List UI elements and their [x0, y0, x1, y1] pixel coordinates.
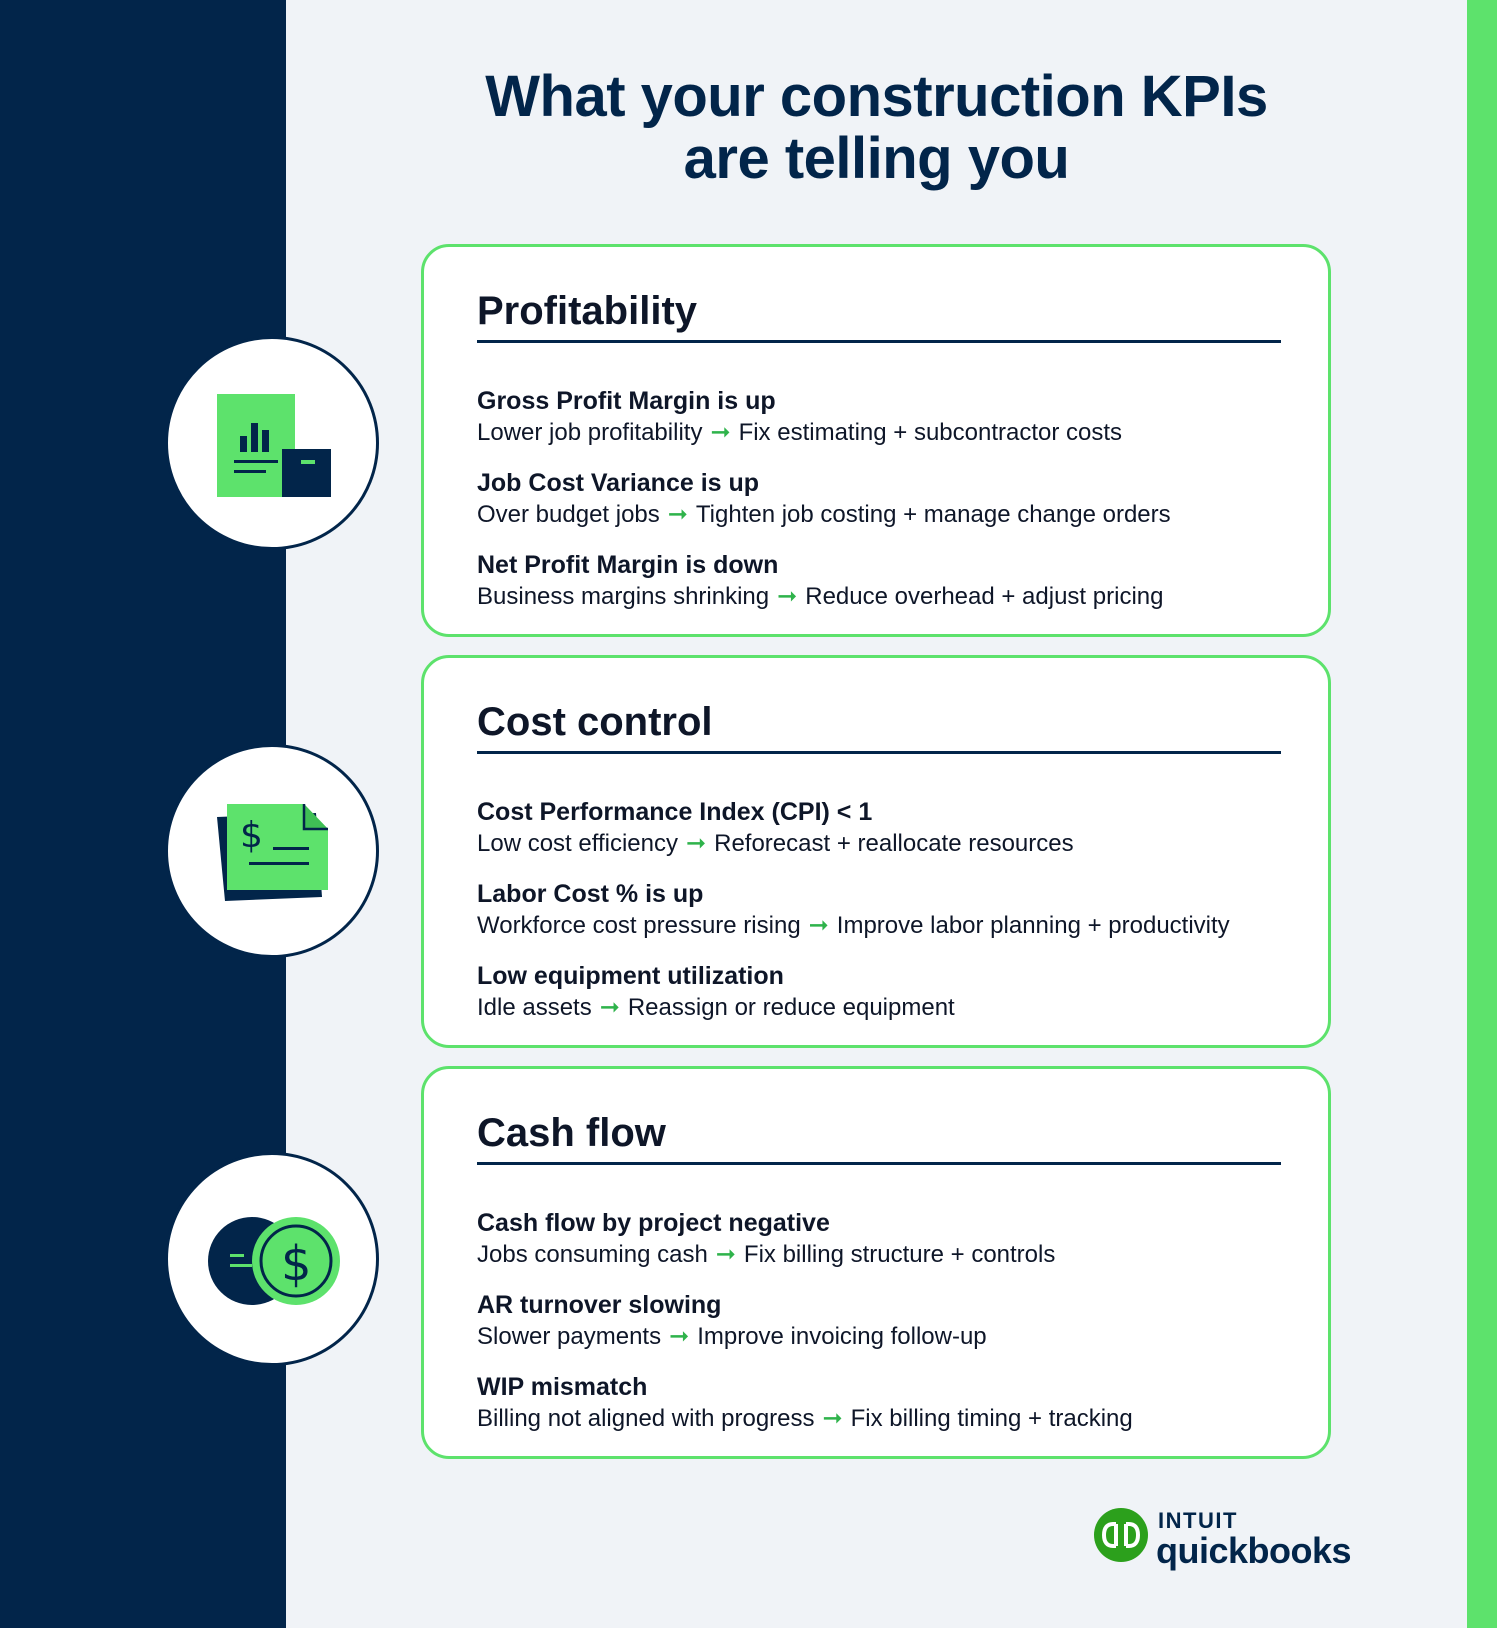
kpi-item [477, 1371, 1133, 1435]
section-divider [477, 340, 1281, 343]
kpi-title: Cash flow by project negative [477, 1209, 830, 1237]
kpi-problem: Lower job profitability [477, 419, 703, 446]
kpi-problem: Low cost efficiency [477, 830, 678, 857]
arrow-right-icon: ➞ [822, 1405, 843, 1432]
dollar-invoice-icon [165, 744, 379, 958]
kpi-problem: Business margins shrinking [477, 583, 770, 610]
kpi-title: Cost Performance Index (CPI) < 1 [477, 798, 873, 826]
arrow-right-icon: ➞ [715, 1241, 736, 1268]
section-heading: Profitability [477, 289, 698, 333]
kpi-item [477, 878, 1230, 942]
right-green-band [1467, 0, 1497, 1628]
brand-intuit-text: INTUIT [1158, 1508, 1238, 1533]
page-title-line-1: What your construction KPIs [485, 64, 1268, 129]
kpi-action: Fix estimating + subcontractor costs [738, 419, 1123, 446]
kpi-action: Reassign or reduce equipment [627, 994, 955, 1021]
arrow-right-icon: ➞ [777, 583, 798, 610]
kpi-description [477, 417, 1122, 449]
kpi-problem: Billing not aligned with progress [477, 1405, 815, 1432]
kpi-title: Job Cost Variance is up [477, 469, 760, 497]
section-card-cash-flow [421, 1066, 1331, 1459]
kpi-description [477, 910, 1230, 942]
kpi-problem: Over budget jobs [477, 501, 660, 528]
section-card-profitability [421, 244, 1331, 637]
section-divider [477, 1162, 1281, 1165]
kpi-item [477, 467, 1171, 531]
kpi-title: Net Profit Margin is down [477, 551, 779, 579]
kpi-title: AR turnover slowing [477, 1291, 722, 1319]
kpi-description [477, 992, 955, 1024]
report-chart-icon [165, 336, 379, 550]
kpi-description [477, 499, 1171, 531]
kpi-description [477, 828, 1074, 860]
svg-text:$: $ [281, 1236, 312, 1292]
kpi-description [477, 1321, 987, 1353]
kpi-action: Reduce overhead + adjust pricing [805, 583, 1164, 610]
brand-product-text: quickbooks [1156, 1530, 1352, 1571]
kpi-problem: Jobs consuming cash [477, 1241, 708, 1268]
kpi-title: WIP mismatch [477, 1373, 648, 1401]
kpi-problem: Slower payments [477, 1323, 662, 1350]
section-heading: Cost control [477, 700, 713, 744]
page-title [286, 66, 1467, 190]
page-title-line-2: are telling you [683, 126, 1070, 191]
brand-logo [1093, 1507, 1352, 1571]
section-card-cost-control [421, 655, 1331, 1048]
kpi-description [477, 581, 1163, 613]
kpi-item [477, 549, 1163, 613]
arrow-right-icon: ➞ [599, 994, 620, 1021]
kpi-problem: Workforce cost pressure rising [477, 912, 801, 939]
kpi-action: Tighten job costing + manage change orders [695, 501, 1171, 528]
kpi-title: Gross Profit Margin is up [477, 387, 776, 415]
dollar-coin-icon [165, 1152, 379, 1366]
arrow-right-icon: ➞ [686, 830, 707, 857]
arrow-right-icon: ➞ [669, 1323, 690, 1350]
section-heading: Cash flow [477, 1111, 666, 1155]
kpi-title: Low equipment utilization [477, 962, 784, 990]
kpi-item [477, 960, 955, 1024]
arrow-right-icon: ➞ [710, 419, 731, 446]
kpi-item [477, 796, 1074, 860]
kpi-action: Improve labor planning + productivity [836, 912, 1230, 939]
svg-text:$: $ [240, 815, 263, 856]
kpi-title: Labor Cost % is up [477, 880, 704, 908]
kpi-item [477, 1207, 1055, 1271]
kpi-action: Reforecast + reallocate resources [714, 830, 1074, 857]
quickbooks-logo-icon [1093, 1507, 1149, 1563]
arrow-right-icon: ➞ [808, 912, 829, 939]
kpi-problem: Idle assets [477, 994, 592, 1021]
section-divider [477, 751, 1281, 754]
kpi-action: Improve invoicing follow-up [697, 1323, 987, 1350]
kpi-item [477, 1289, 987, 1353]
kpi-action: Fix billing timing + tracking [850, 1405, 1133, 1432]
kpi-action: Fix billing structure + controls [743, 1241, 1056, 1268]
kpi-description [477, 1403, 1133, 1435]
arrow-right-icon: ➞ [667, 501, 688, 528]
kpi-description [477, 1239, 1055, 1271]
kpi-item [477, 385, 1122, 449]
